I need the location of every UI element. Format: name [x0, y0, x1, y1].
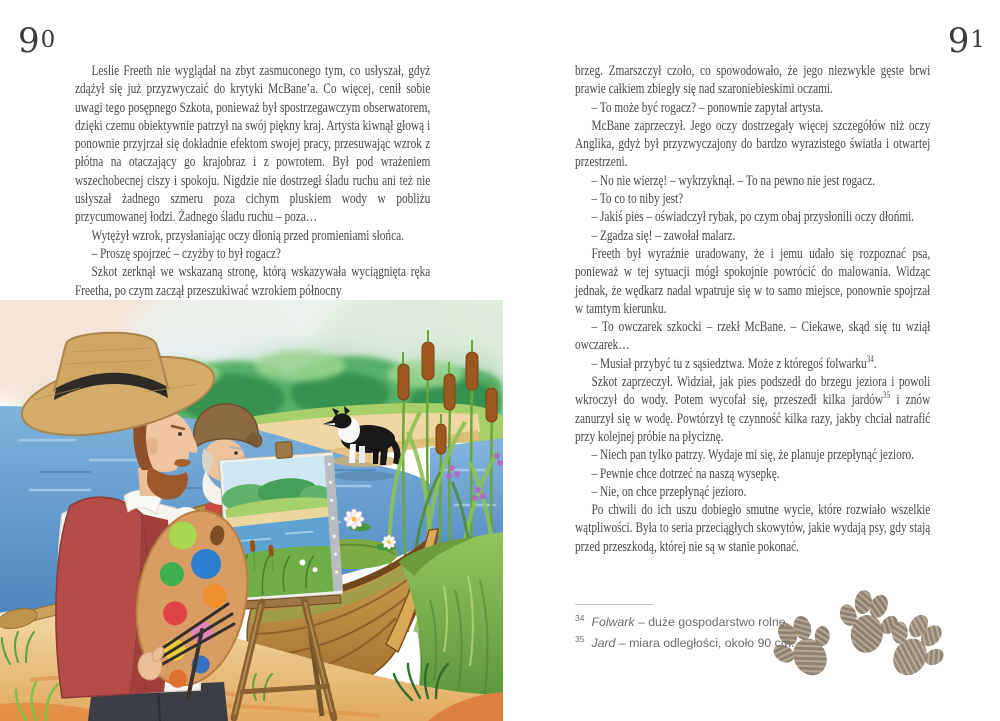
page-number-digit: 0	[40, 27, 57, 53]
footnote-ref: 34	[866, 353, 874, 364]
page-number-digit: 1	[970, 27, 986, 53]
paragraph: – To może być rogacz? – ponownie zapytał artysta.	[591, 99, 824, 116]
paragraph: Po chwili do ich uszu dobiegło smutne wycie, które rozwiało wszelkie wątpliwości. Była to seria przeciągłych skowytów, jakie wydają psy, gdy stają przed przeszkodą, której nie są w stanie pokonać.	[575, 502, 931, 555]
paragraph: Freeth był wyraźnie uradowany, że i jemu udało się rozpoznać psa, ponieważ w tej sytuacji mógł spokojnie powrócić do malowania. Widząc jednak, że wędkarz nadal wpatruje się w to samo miejsce, ponownie spojrzał w tamtym kierunku.	[575, 245, 931, 317]
right-text-column	[575, 62, 930, 556]
footnotes-block	[575, 604, 895, 651]
footnote-marker: 34	[575, 613, 585, 623]
footnote-ref: 35	[883, 390, 891, 401]
paragraph: – Musiał przybyć tu z sąsiedztwa. Może z któregoś folwarku$^{34}$.	[591, 353, 877, 372]
paragraph: – To owczarek szkocki – rzekł McBane. – Ciekawe, skąd się tu wziął owczarek…	[575, 319, 931, 354]
footnote-term: Jard	[591, 635, 616, 650]
footnote-term: Folwark	[591, 615, 635, 630]
paragraph: – To co to niby jest?	[591, 191, 684, 208]
paragraph: Szkot zerknął we wskazaną stronę, którą wskazywała wyciągnięta ręka Freetha, po czym zaczął przeszukiwać wzrokiem północny	[75, 264, 431, 299]
illustration-lakeside-painting-scene	[0, 300, 503, 721]
paragraph: – Pewnie chce dotrzeć na naszą wysepkę.	[591, 465, 780, 482]
paragraph: Wytężył wzrok, przysłaniając oczy dłonią przed promieniami słońca.	[91, 227, 404, 244]
paragraph: – Niech pan tylko patrzy. Wydaje mi się, że planuje przepłynąć jezioro.	[591, 447, 915, 464]
paragraph: – Proszę spojrzeć – czyżby to był rogacz?	[91, 245, 281, 262]
footnote-marker: 35	[575, 633, 585, 644]
paragraph: – Jakiś pies – oświadczył rybak, po czym obaj przysłonili oczy dłońmi.	[591, 209, 915, 226]
paragraph: Szkot zaprzeczył. Widział, jak pies podszedł do brzegu jeziora i powoli wkroczył do wody. Potem wycofał się, przeszedł kilka jardów$^{35}$ i znów zanurzył się w wodę. Powtórzył tę czynność kilka razy, jakby chciał natrafić przy kolejnej próbie na płyciznę.	[575, 374, 931, 445]
footnote-text: – duże gospodarstwo rolne.	[637, 615, 790, 630]
footnote-divider	[575, 604, 653, 605]
page-number-right	[948, 16, 986, 62]
page-number-left	[18, 16, 56, 62]
page-number-digit: 9	[947, 21, 971, 61]
footnote	[575, 610, 895, 631]
paragraph: brzeg. Zmarszczył czoło, co spowodowało, że jego niezwykle gęste brwi prawie całkiem zbiegły się nad szaroniebieskimi oczami.	[575, 63, 931, 98]
page-number-digit: 9	[18, 21, 41, 61]
left-text-column	[75, 62, 430, 300]
paragraph: Leslie Freeth nie wyglądał na zbyt zasmuconego tym, co usłyszał, gdyż zdążył się już przyzwyczaić do krytyki McBane’a. Co więcej, cenił sobie uwagi tego posępnego Szkota, ponieważ był spostrzegawczym obserwatorem, dzięki czemu obiektywnie patrzył na swój piękny kraj. Artysta kiwnął głową i ponownie przyjrzał się dokładnie efektom swojej pracy, przesuwając wzrok z płótna na otaczający go krajobraz i z powrotem. Był pod wrażeniem wszechobecnej ciszy i spokoju. Nigdzie nie dostrzegł śladu ruchu ani też nie usłyszał żadnego szmeru poza cichym pluskiem wody w pobliżu przycumowanej łodzi. Żadnego śladu ruchu – poza…	[75, 63, 431, 226]
footnote	[575, 631, 895, 652]
paragraph: McBane zaprzeczył. Jego oczy dostrzegały więcej szczegółów niż oczy Anglika, gdyż był przyzwyczajony do bardzo wyrazistego światła i otwartej przestrzeni.	[575, 117, 931, 171]
paragraph: – Zgadza się! – zawołał malarz.	[591, 227, 736, 244]
paragraph: – No nie wierzę! – wykrzyknął. – To na pewno nie jest rogacz.	[591, 172, 876, 189]
paragraph: – Nie, on chce przepłynąć jezioro.	[591, 483, 747, 500]
footnote-text: – miara odległości, około 90 cm.	[618, 635, 795, 650]
